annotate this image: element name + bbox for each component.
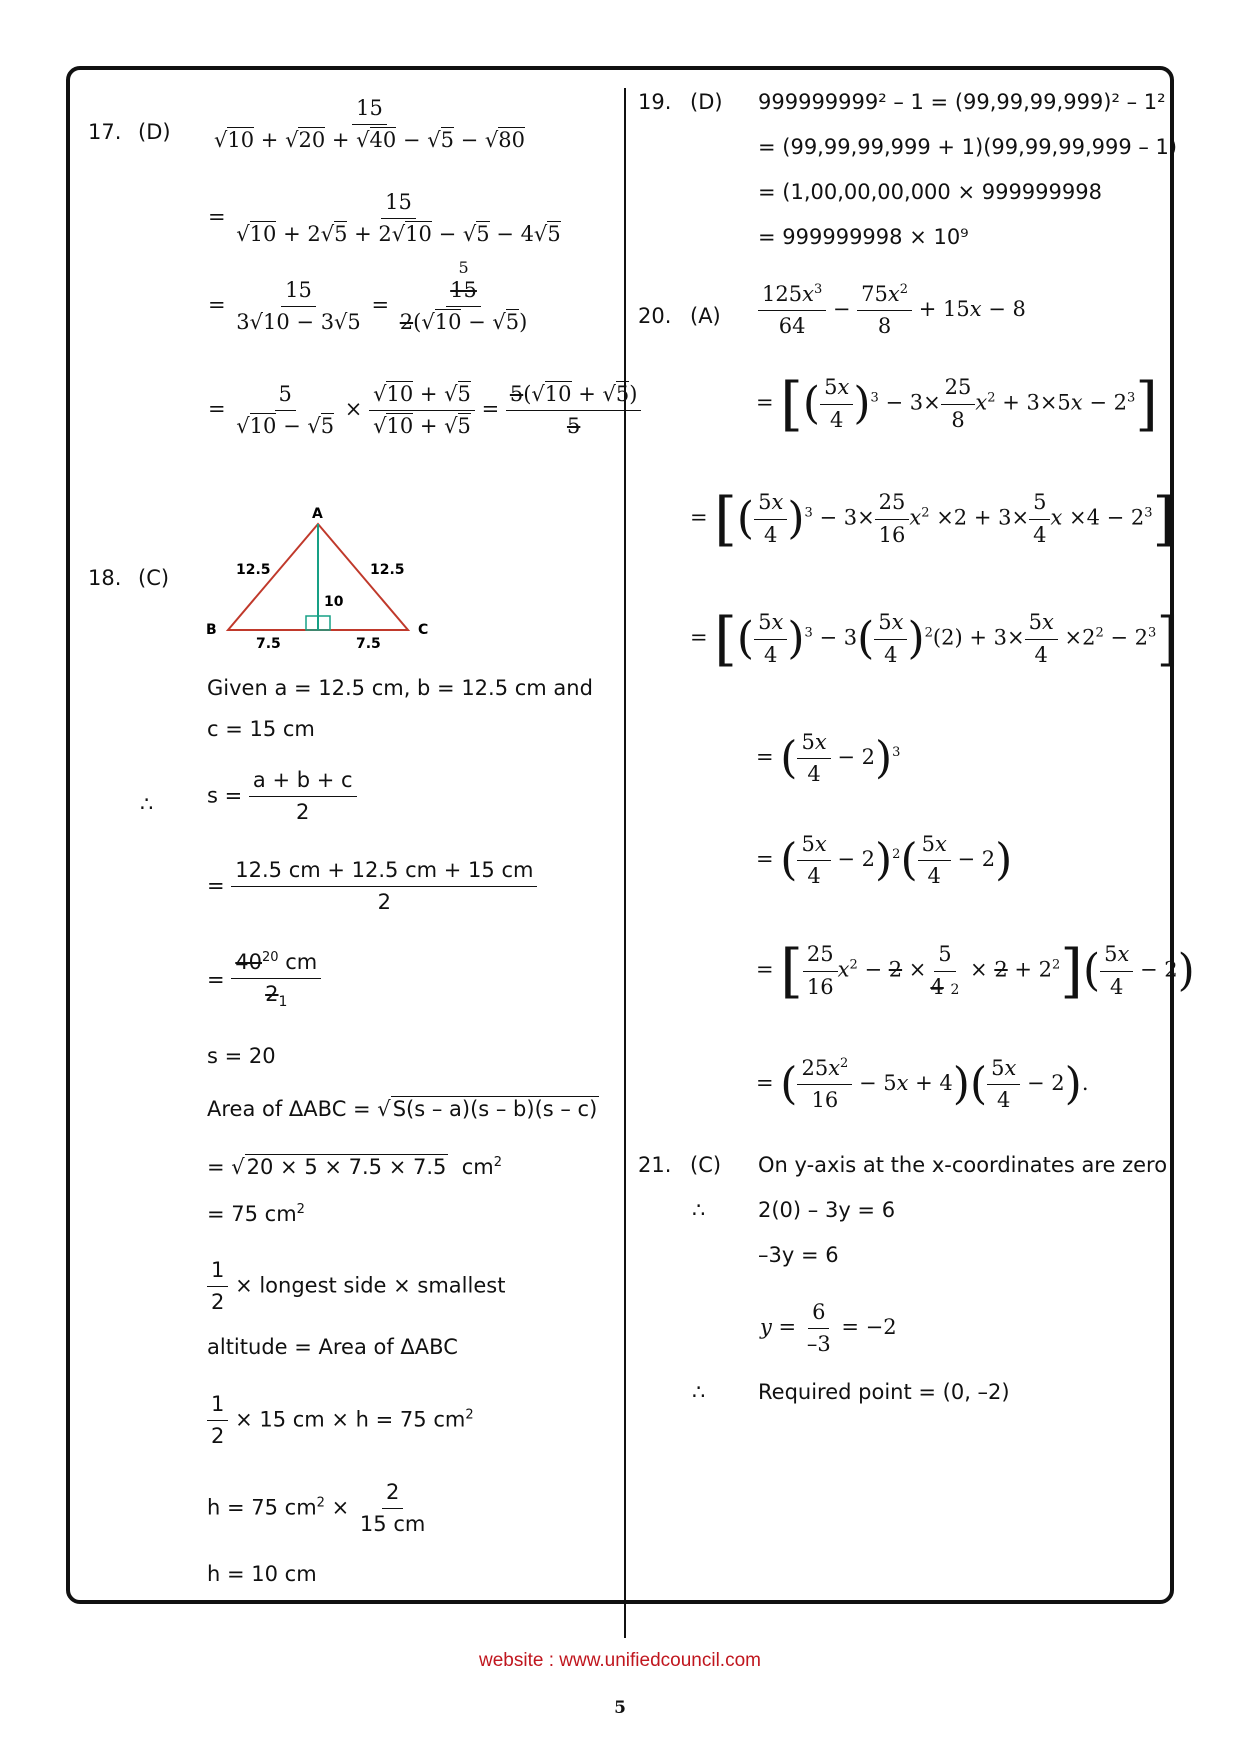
therefore-symbol-18: ∴ [140, 792, 154, 816]
y-den: –3 [806, 1332, 831, 1357]
q17-answer: (D) [138, 120, 171, 144]
q19-line3: = (1,00,00,00,000 × 999999998 [758, 180, 1102, 204]
half-eq-line: $\frac{1}{2}$ × 15 cm × h = 75 $cm^2$ [207, 1392, 474, 1449]
vertex-b-label: B [206, 622, 217, 638]
q17-line2: = $\frac{15}{√10 + 2√5 + 2√10 - √5 - 4√5}$ [208, 190, 561, 247]
h-formula: h = 75 $cm^2$ × $\frac{2}{15 cm}$ [207, 1480, 429, 1537]
cancel-den: 2 [265, 982, 279, 1007]
q17-number: 17. [88, 120, 122, 144]
s-num: a + b + c [249, 768, 357, 797]
q21-line2: 2(0) – 3y = 6 [758, 1198, 896, 1222]
base-left-label: 7.5 [256, 636, 281, 650]
cancel-num: 40 [235, 950, 263, 974]
s-value: s = 20 [207, 1044, 276, 1068]
q20-number: 20. [638, 304, 672, 328]
area-sub: 20 × 5 × 7.5 × 7.5 [246, 1155, 447, 1179]
y-num: 6 [808, 1300, 829, 1329]
s-label: s = [207, 783, 243, 808]
h-result: h = 10 cm [207, 1562, 317, 1586]
q21-line4: y = $\frac{6}{-3}$ = −2 [760, 1300, 897, 1357]
longest-text: × longest side × smallest [235, 1273, 506, 1298]
area-result: = 75 $cm^2$ [207, 1202, 305, 1226]
altitude-label: 10 [324, 594, 344, 610]
area-substitution: = √20 × 5 × 7.5 × 7.5 $cm^2$ [207, 1155, 503, 1179]
vertex-a-label: A [312, 506, 323, 522]
q20-line4: = [( $\frac{5x}{4}$ )$^3$ − 3( $\frac{5x}{4}$ )$^2$(2) + 3× $\frac{5x}{4}$ $\times 2^2 - 2^3$] [690, 605, 1179, 673]
q19-line1: 999999999² – 1 = (99,99,99,999)² – 1² [758, 90, 1166, 114]
q17-cancel-top: 5 [458, 258, 469, 277]
q20-line1: $\frac{125x^3}{64}$ − $\frac{75x^2}{8}$ + 15x − 8 [758, 282, 1026, 339]
page-number: 5 [614, 1698, 626, 1718]
q20-line3: = [( $\frac{5x}{4}$ )$^3$ − 3× $\frac{25}{16}$ $x^2 \times 2 + 3\times$ $\frac{5}{4}$ $x \times 4 - 2^3$] [690, 485, 1176, 553]
s-substitution: = $\frac{12.5 cm + 12.5 cm + 15 cm}{2}$ [207, 858, 537, 915]
altitude-text: altitude = Area of ΔABC [207, 1335, 458, 1359]
q20-line5: = ( $\frac{5x}{4}$ − 2)$^3$ [756, 730, 901, 787]
area-label: Area of ΔABC = [207, 1097, 371, 1121]
q21-answer: (C) [690, 1153, 722, 1177]
cancel-num-sup: 20 [262, 950, 279, 965]
q17-line3-num: 15 [281, 278, 316, 307]
q19-line4: = 999999998 × 10⁹ [758, 225, 969, 249]
side-ac-label: 12.5 [370, 562, 405, 578]
given-line1: Given a = 12.5 cm, b = 12.5 cm and [207, 676, 593, 700]
q17-line1: $\frac{15}{√10 + √20 + √40 - √5 - √80}$ [214, 96, 526, 153]
q20-line8: = ( $\frac{25x^2}{16}$ − 5x + 4)( $\frac{5x}{4}$ − 2). [756, 1056, 1089, 1113]
s-formula [207, 768, 357, 825]
therefore-symbol-21a: ∴ [692, 1198, 706, 1222]
half-den: 2 [211, 1290, 225, 1315]
q17-line3: = $\frac{15}{3√10 - 3√5}$ = 5 15 2(√10 − √5) [208, 258, 528, 335]
column-divider [624, 88, 626, 1638]
half-num: 1 [207, 1258, 228, 1287]
h-prefix: h = 75 cm [207, 1495, 317, 1520]
q17-line4-num: 5 [275, 382, 296, 411]
q20-line2: = [( $\frac{5x}{4}$ )$^3$ − 3× $\frac{25}{8}$ $x^2 + 3\times 5x - 2^3$] [756, 370, 1158, 438]
q19-line2: = (99,99,99,999 + 1)(99,99,99,999 – 1) [758, 135, 1178, 159]
footer-website: website : www.unifiedcouncil.com [479, 1650, 761, 1671]
h-den: 15 cm [359, 1512, 426, 1537]
area-formula-line: Area of ΔABC = √S(s – a)(s – b)(s – c) [207, 1097, 598, 1121]
side-ab-label: 12.5 [236, 562, 271, 578]
q19-answer: (D) [690, 90, 723, 114]
sub-num: 12.5 cm + 12.5 cm + 15 cm [231, 858, 537, 887]
s-den: 2 [296, 800, 310, 825]
q21-line3: –3y = 6 [758, 1243, 839, 1267]
given-line2: c = 15 cm [207, 717, 315, 741]
triangle-diagram [200, 500, 440, 650]
q17-line1-num: 15 [352, 96, 387, 125]
h-num: 2 [382, 1480, 403, 1509]
eq-text: × 15 cm × h = 75 cm [235, 1407, 466, 1432]
q20-line6: = ( $\frac{5x}{4}$ − 2)$^2$( $\frac{5x}{4}$ − 2) [756, 832, 1013, 889]
half-longest-line [207, 1258, 505, 1315]
q20-answer: (A) [690, 304, 721, 328]
therefore-symbol-21b: ∴ [692, 1380, 706, 1404]
q17-cancel-num: 15 [450, 278, 477, 302]
cancel-den-sub: 1 [278, 994, 288, 1011]
q17-line4: = $\frac{5}{√10 - √5}$ × $\frac{√10 + √5}{√10 + √5}$ = $\frac{5(√10 + √5)}{5}$ [208, 382, 641, 439]
cancel-unit: cm [285, 950, 318, 974]
q18-number: 18. [88, 566, 122, 590]
area-unit: cm [461, 1155, 494, 1179]
q17-line3-den: 3√10 − 3√5 [236, 310, 361, 335]
s-cancel: = $\frac{40^{20} cm}{2_1}$ [207, 950, 321, 1011]
vertex-c-label: C [418, 622, 429, 638]
sub-den: 2 [377, 890, 392, 915]
q21-line1: On y-axis at the x-coordinates are zero [758, 1153, 1168, 1177]
area-formula: S(s – a)(s – b)(s – c) [392, 1097, 598, 1121]
q17-line2-num: 15 [381, 190, 416, 219]
base-right-label: 7.5 [356, 636, 381, 650]
q21-number: 21. [638, 1153, 672, 1177]
q18-answer: (C) [138, 566, 170, 590]
q20-line7: = [ $\frac{25}{16}$ $x^2 - 2$ × $\frac{5}{4 2}$ × $2 + 2^2$]( $\frac{5x}{4}$ − 2) [756, 937, 1195, 1005]
q19-number: 19. [638, 90, 672, 114]
q21-line5: Required point = (0, –2) [758, 1380, 1010, 1404]
